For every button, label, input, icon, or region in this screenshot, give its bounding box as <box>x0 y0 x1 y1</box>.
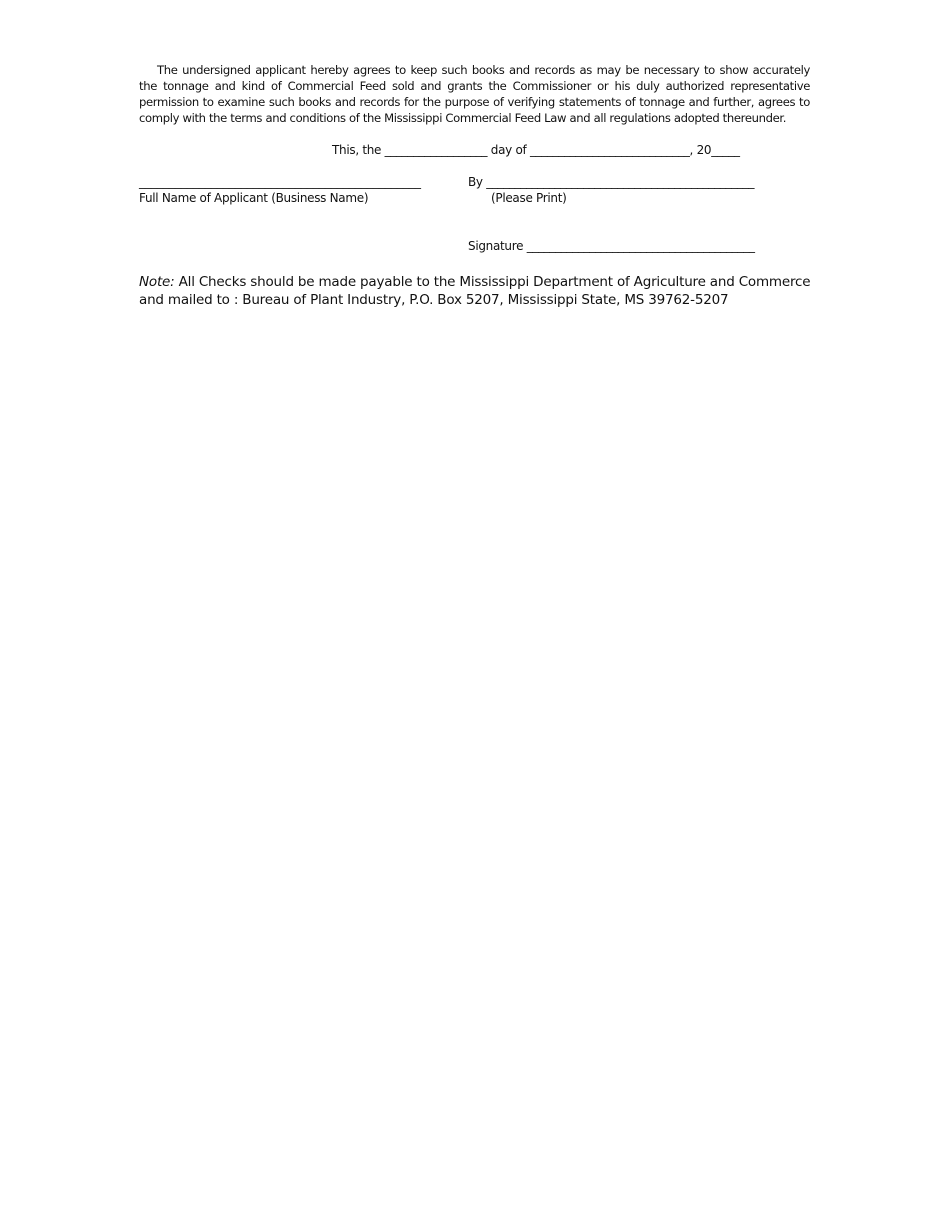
signature-line: Signature ________________________________________ <box>468 239 755 253</box>
agreement-paragraph: The undersigned applicant hereby agrees to keep such books and records as may be necessary to show accurately the tonnage and kind of Commercial Feed sold and grants the Commissioner or his duly authorized representative permission to examine such books and records for the purpose of verifying statements of tonnage and further, agrees to comply with the terms and conditions of the Mississippi Commercial Feed Law and all regulations adopted thereunder. <box>139 63 810 125</box>
note-text: All Checks should be made payable to the Mississippi Department of Agriculture and Commerce and mailed to : Bureau of Plant Industry, P.O. Box 5207, Mississippi State, MS 39762-5207 <box>139 274 811 308</box>
payment-note <box>139 273 829 309</box>
applicant-name-caption: Full Name of Applicant (Business Name) <box>139 191 369 205</box>
applicant-name-line: _______________________________________________ <box>139 175 421 189</box>
note-label: Note: <box>139 274 175 290</box>
by-line: By _______________________________________________ <box>468 175 755 189</box>
please-print-caption: (Please Print) <box>491 191 567 205</box>
date-line: This, the __________________ day of ____________________________, 20_____ <box>332 143 740 157</box>
